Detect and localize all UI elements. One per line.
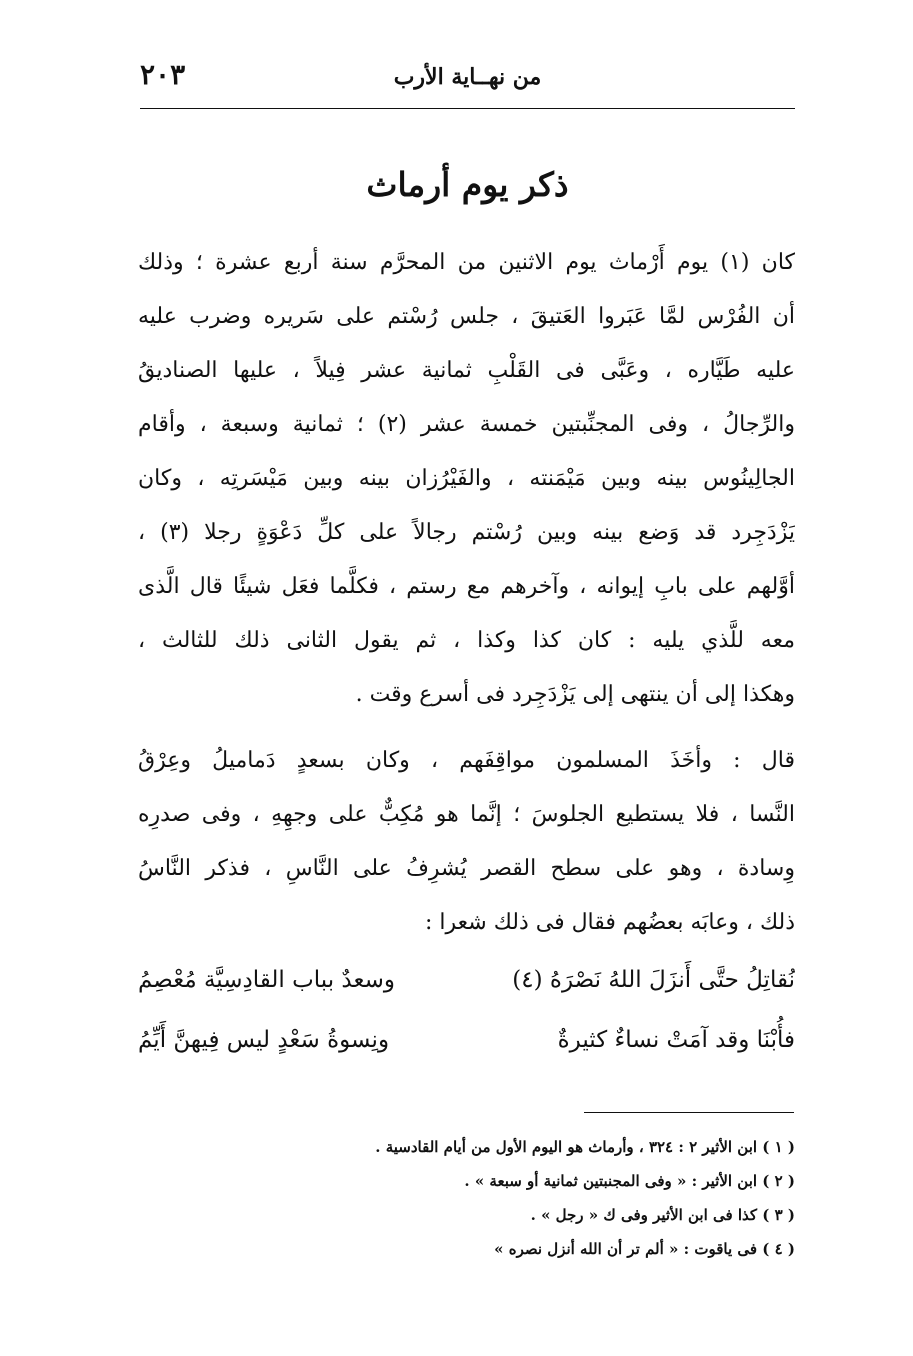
verse-line — [138, 950, 795, 1010]
verse-second-hemistich: وسعدٌ بباب القادِسِيَّة مُعْصِمُ — [138, 967, 395, 993]
text-line: معه للَّذي يليه : كان كذا وكذا ، ثم يقول الثانى ذلك للثالث ، — [138, 628, 795, 653]
text-line: الجالِينُوس بينه وبين مَيْمَنته ، والفَيْرُزان بينه وبين مَيْسَرتِه ، وكان — [138, 466, 795, 491]
poem — [138, 950, 795, 1070]
verse-line — [138, 1010, 795, 1070]
footnotes — [200, 1130, 795, 1266]
page-number: ٢٠٣ — [140, 58, 186, 91]
text-line: والرِّجالُ ، وفى المجنِّبتين خمسة عشر (٢) ؛ ثمانية وسبعة ، وأقام — [138, 412, 795, 437]
verse-second-hemistich: ونِسوةُ سَعْدٍ ليس فِيهنَّ أَيِّمُ — [138, 1027, 390, 1053]
footnote: ( ٣ ) كذا فى ابن الأثير وفى ك « رجل » . — [530, 1206, 795, 1224]
text-line: أوَّلهم على بابِ إيوانه ، وآخرهم مع رستم ، فكلَّما فعَل شيئًا قال الَّذى — [138, 574, 795, 599]
text-line: وهكذا إلى أن ينتهى إلى يَزْدَجِرد فى أسرع وقت . — [355, 682, 795, 707]
running-title: من نهــاية الأرب — [393, 64, 542, 90]
verse-first-hemistich: فأُبْنَا وقد آمَتْ نساءٌ كثيرةٌ — [557, 1027, 795, 1053]
footnote: ( ٢ ) ابن الأثير : « وفى المجنبتين ثمانية أو سبعة » . — [464, 1172, 795, 1190]
footnote: ( ١ ) ابن الأثير ٢ : ٣٢٤ ، وأرماث هو اليوم الأول من أيام القادسية . — [375, 1138, 795, 1156]
text-line: يَزْدَجِرد قد وَضع بينه وبين رُسْتم رجالاً على كلِّ دَعْوَةٍ رجلا (٣) ، — [138, 520, 795, 545]
footnote: ( ٤ ) فى ياقوت : « ألم تر أن الله أنزل نصره » — [494, 1240, 795, 1258]
text-line: ذلك ، وعابَه بعضُهم فقال فى ذلك شعرا : — [425, 910, 795, 935]
paragraph-1 — [138, 236, 795, 722]
text-line: قال : وأخَذَ المسلمون مواقِفَهم ، وكان بسعدٍ دَماميلُ وعِرْقُ — [138, 748, 795, 773]
paragraph-gap — [138, 722, 795, 734]
text-line: وِسادة ، وهو على سطح القصر يُشرِفُ على النَّاسِ ، فذكر النَّاسُ — [138, 856, 795, 881]
text-line: النَّسا ، فلا يستطيع الجلوسَ ؛ إنَّما هو مُكِبٌّ على وجهِهِ ، وفى صدرِه — [138, 802, 795, 827]
text-line: كان (١) يوم أَرْماث يوم الاثنين من المحرَّم سنة أربع عشرة ؛ وذلك — [138, 250, 795, 275]
header-rule — [140, 108, 795, 109]
verse-first-hemistich: نُقاتِلُ حتَّى أَنزَلَ اللهُ نَصْرَهُ (٤) — [512, 967, 795, 993]
body-text — [138, 236, 795, 1070]
section-title: ذكر يوم أرماث — [366, 165, 569, 204]
footnote-rule — [584, 1112, 794, 1113]
paragraph-2 — [138, 734, 795, 950]
text-line: عليه طَيَّاره ، وعَبَّى فى القَلْبِ ثمانية عشر فِيلاً ، عليها الصناديقُ — [138, 358, 795, 383]
text-line: أن الفُرْس لمَّا عَبَروا العَتيقَ ، جلس رُسْتم على سَريره وضرب عليه — [138, 304, 795, 329]
page-header — [140, 58, 795, 98]
